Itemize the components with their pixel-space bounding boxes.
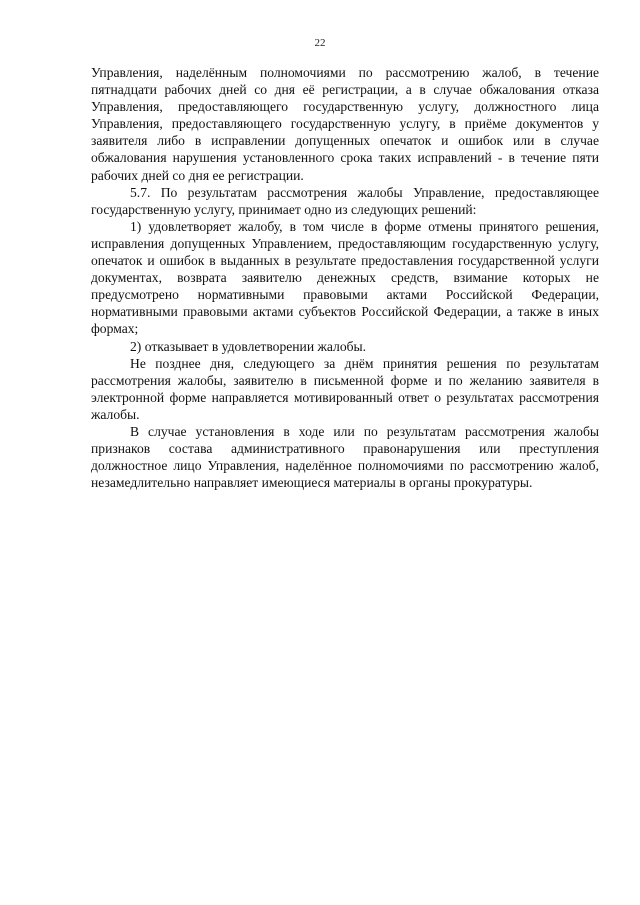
paragraph-reasoned-response: Не позднее дня, следующего за днём принятия решения по результатам рассмотрения жалобы, заявителю в письменной форме и по желанию заявителя в электронной форме направляется мотивированный ответ о результатах рассмотрения жалобы.	[91, 355, 599, 422]
paragraph-5-7-decision: 5.7. По результатам рассмотрения жалобы Управление, предоставляющее государственную услугу, принимает одно из следующих решений:	[91, 184, 599, 217]
document-body	[91, 64, 599, 491]
paragraph-decision-satisfy: 1) удовлетворяет жалобу, в том числе в форме отмены принятого решения, исправления допущенных Управлением, предоставляющим государственную услугу, опечаток и ошибок в выданных в результате предоставления государственной услуги документах, возврата заявителю денежных средств, взимание которых не предусмотрено нормативными правовыми актами Российской Федерации, нормативными правовыми актами субъектов Российской Федерации, а также в иных формах;	[91, 218, 599, 337]
paragraph-decision-refuse: 2) отказывает в удовлетворении жалобы.	[130, 338, 367, 354]
paragraph-prosecution-referral: В случае установления в ходе или по результатам рассмотрения жалобы признаков состава административного правонарушения или преступления должностное лицо Управления, наделённое полномочиями по рассмотрению жалоб, незамедлительно направляет имеющиеся материалы в органы прокуратуры.	[91, 423, 599, 491]
paragraph-complaint-deadline: Управления, наделённым полномочиями по рассмотрению жалоб, в течение пятнадцати рабочих дней со дня её регистрации, а в случае обжалования отказа Управления, предоставляющего государственную услугу, должностного лица Управления, предоставляющего государственную услугу, в приёме документов у заявителя либо в исправлении допущенных опечаток и ошибок или в случае обжалования нарушения установленного срока таких исправлений - в течение пяти рабочих дней со дня ее регистрации.	[91, 65, 599, 183]
page-number: 22	[314, 37, 326, 49]
